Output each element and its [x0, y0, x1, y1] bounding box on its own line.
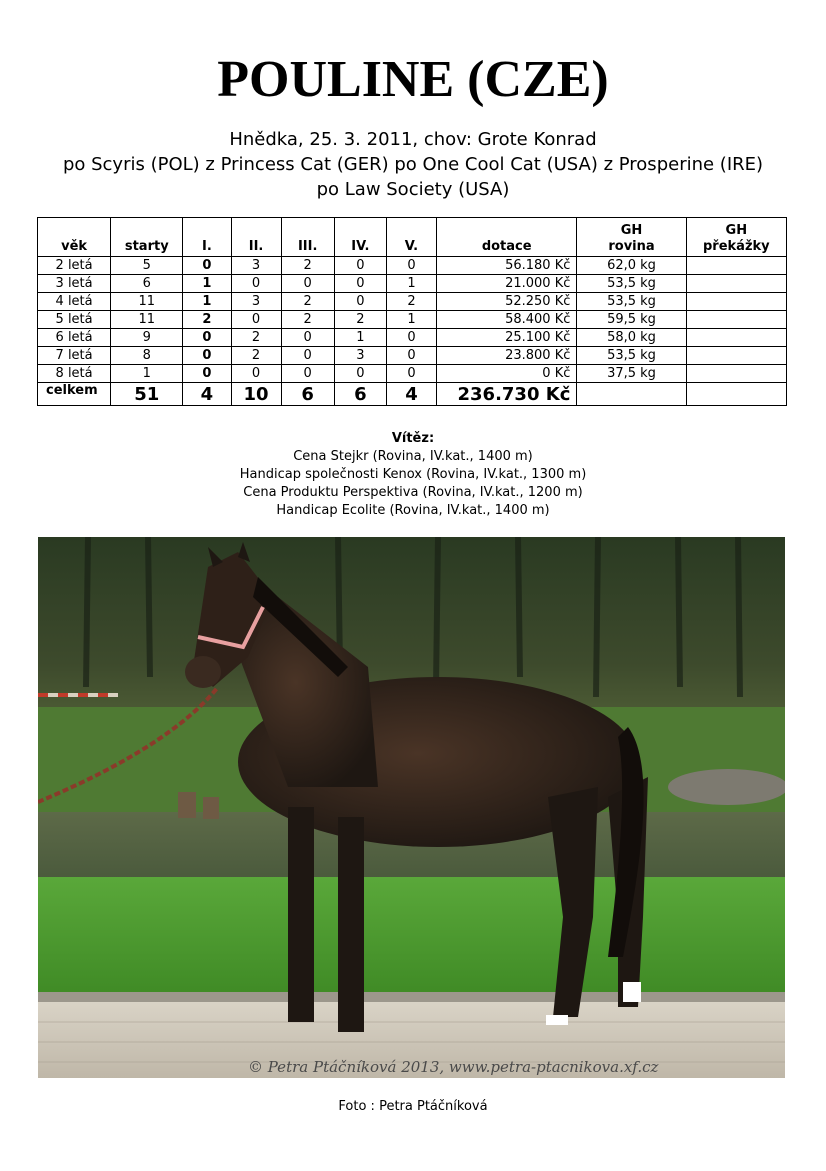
winner-race: Cena Stejkr (Rovina, IV.kat., 1400 m)	[293, 449, 533, 464]
table-row	[38, 293, 787, 311]
table-cell: 9	[111, 329, 183, 347]
table-cell	[686, 311, 786, 329]
table-cell: 0	[334, 275, 386, 293]
table-cell	[686, 293, 786, 311]
table-cell: 1	[111, 365, 183, 383]
table-cell: 4 letá	[38, 293, 111, 311]
winner-race: Handicap společnosti Kenox (Rovina, IV.kat., 1300 m)	[239, 467, 587, 482]
table-cell: 2	[231, 329, 281, 347]
table-cell: 0	[386, 257, 436, 275]
table-cell: 5 letá	[38, 311, 111, 329]
table-cell: 0	[386, 329, 436, 347]
race-stats-table	[37, 217, 787, 406]
winner-race: Handicap Ecolite (Rovina, IV.kat., 1400 m)	[276, 503, 550, 518]
total-cell	[686, 383, 786, 406]
horse-info	[0, 127, 826, 202]
table-cell: 37,5 kg	[577, 365, 686, 383]
header-gh-prekazky: GH překážky	[686, 218, 786, 257]
table-cell: 2 letá	[38, 257, 111, 275]
table-cell: 0 Kč	[437, 365, 577, 383]
table-cell: 1	[386, 311, 436, 329]
table-cell: 6	[111, 275, 183, 293]
header-place-4: IV.	[334, 218, 386, 257]
table-cell: 2	[386, 293, 436, 311]
grass	[38, 877, 785, 997]
table-cell: 2	[231, 347, 281, 365]
table-cell	[686, 347, 786, 365]
total-cell: 4	[386, 383, 436, 406]
table-cell: 8	[111, 347, 183, 365]
winner-race: Cena Produktu Perspektiva (Rovina, IV.kat., 1200 m)	[243, 485, 583, 500]
table-cell: 62,0 kg	[577, 257, 686, 275]
table-cell	[686, 329, 786, 347]
table-cell: 0	[183, 365, 231, 383]
header-vek: věk	[38, 218, 111, 257]
table-cell: 2	[281, 293, 334, 311]
table-cell: 0	[183, 347, 231, 365]
table-cell: 0	[334, 365, 386, 383]
header-gh-rovina: GH rovina	[577, 218, 686, 257]
total-cell: celkem	[38, 383, 111, 406]
table-cell: 0	[183, 329, 231, 347]
table-row	[38, 311, 787, 329]
table-cell	[686, 257, 786, 275]
table-row	[38, 257, 787, 275]
total-cell: 51	[111, 383, 183, 406]
table-cell: 59,5 kg	[577, 311, 686, 329]
info-line-1: Hnědka, 25. 3. 2011, chov: Grote Konrad	[229, 129, 597, 150]
table-cell: 1	[183, 275, 231, 293]
total-cell: 6	[281, 383, 334, 406]
table-cell: 3 letá	[38, 275, 111, 293]
table-row	[38, 329, 787, 347]
winner-section	[0, 430, 826, 520]
table-cell: 0	[386, 347, 436, 365]
table-cell: 0	[386, 365, 436, 383]
table-cell: 25.100 Kč	[437, 329, 577, 347]
header-place-1: I.	[183, 218, 231, 257]
table-cell: 58.400 Kč	[437, 311, 577, 329]
page-title: POULINE (CZE)	[217, 51, 609, 108]
table-cell: 11	[111, 293, 183, 311]
winner-heading: Vítěz:	[391, 431, 435, 446]
table-cell: 53,5 kg	[577, 275, 686, 293]
table-total-row	[38, 383, 787, 406]
table-cell: 0	[231, 365, 281, 383]
photo-credit: Foto : Petra Ptáčníková	[338, 1099, 488, 1114]
header-dotace: dotace	[437, 218, 577, 257]
table-cell: 58,0 kg	[577, 329, 686, 347]
header-place-5: V.	[386, 218, 436, 257]
header-starty: starty	[111, 218, 183, 257]
table-cell: 11	[111, 311, 183, 329]
table-cell: 56.180 Kč	[437, 257, 577, 275]
table-cell: 52.250 Kč	[437, 293, 577, 311]
info-line-3: po Law Society (USA)	[316, 179, 510, 200]
table-cell: 21.000 Kč	[437, 275, 577, 293]
table-cell	[686, 275, 786, 293]
table-cell: 3	[334, 347, 386, 365]
table-cell: 53,5 kg	[577, 347, 686, 365]
table-cell: 6 letá	[38, 329, 111, 347]
table-row	[38, 275, 787, 293]
table-cell: 23.800 Kč	[437, 347, 577, 365]
table-cell: 8 letá	[38, 365, 111, 383]
header-place-2: II.	[231, 218, 281, 257]
table-cell: 1	[386, 275, 436, 293]
table-row	[38, 365, 787, 383]
table-cell	[686, 365, 786, 383]
table-cell: 0	[334, 293, 386, 311]
table-cell: 2	[334, 311, 386, 329]
header-place-3: III.	[281, 218, 334, 257]
table-cell: 0	[334, 257, 386, 275]
table-row	[38, 347, 787, 365]
table-cell: 0	[231, 275, 281, 293]
table-cell: 2	[183, 311, 231, 329]
table-cell: 2	[281, 257, 334, 275]
table-cell: 0	[281, 275, 334, 293]
total-cell: 10	[231, 383, 281, 406]
table-cell: 5	[111, 257, 183, 275]
table-cell: 1	[334, 329, 386, 347]
info-line-2: po Scyris (POL) z Princess Cat (GER) po One Cool Cat (USA) z Prosperine (IRE)	[62, 154, 764, 175]
horse-photo	[38, 537, 785, 1078]
table-cell: 0	[281, 329, 334, 347]
table-cell: 53,5 kg	[577, 293, 686, 311]
table-cell: 0	[231, 311, 281, 329]
table-cell: 2	[281, 311, 334, 329]
total-cell: 4	[183, 383, 231, 406]
table-cell: 7 letá	[38, 347, 111, 365]
total-cell: 236.730 Kč	[437, 383, 577, 406]
table-cell: 1	[183, 293, 231, 311]
table-cell: 3	[231, 257, 281, 275]
table-cell: 3	[231, 293, 281, 311]
table-cell: 0	[183, 257, 231, 275]
table-header-row	[38, 218, 787, 257]
table-cell: 0	[281, 347, 334, 365]
total-cell: 6	[334, 383, 386, 406]
table-cell: 0	[281, 365, 334, 383]
photo-watermark: © Petra Ptáčníková 2013, www.petra-ptacnikova.xf.cz	[248, 1058, 659, 1076]
total-cell	[577, 383, 686, 406]
